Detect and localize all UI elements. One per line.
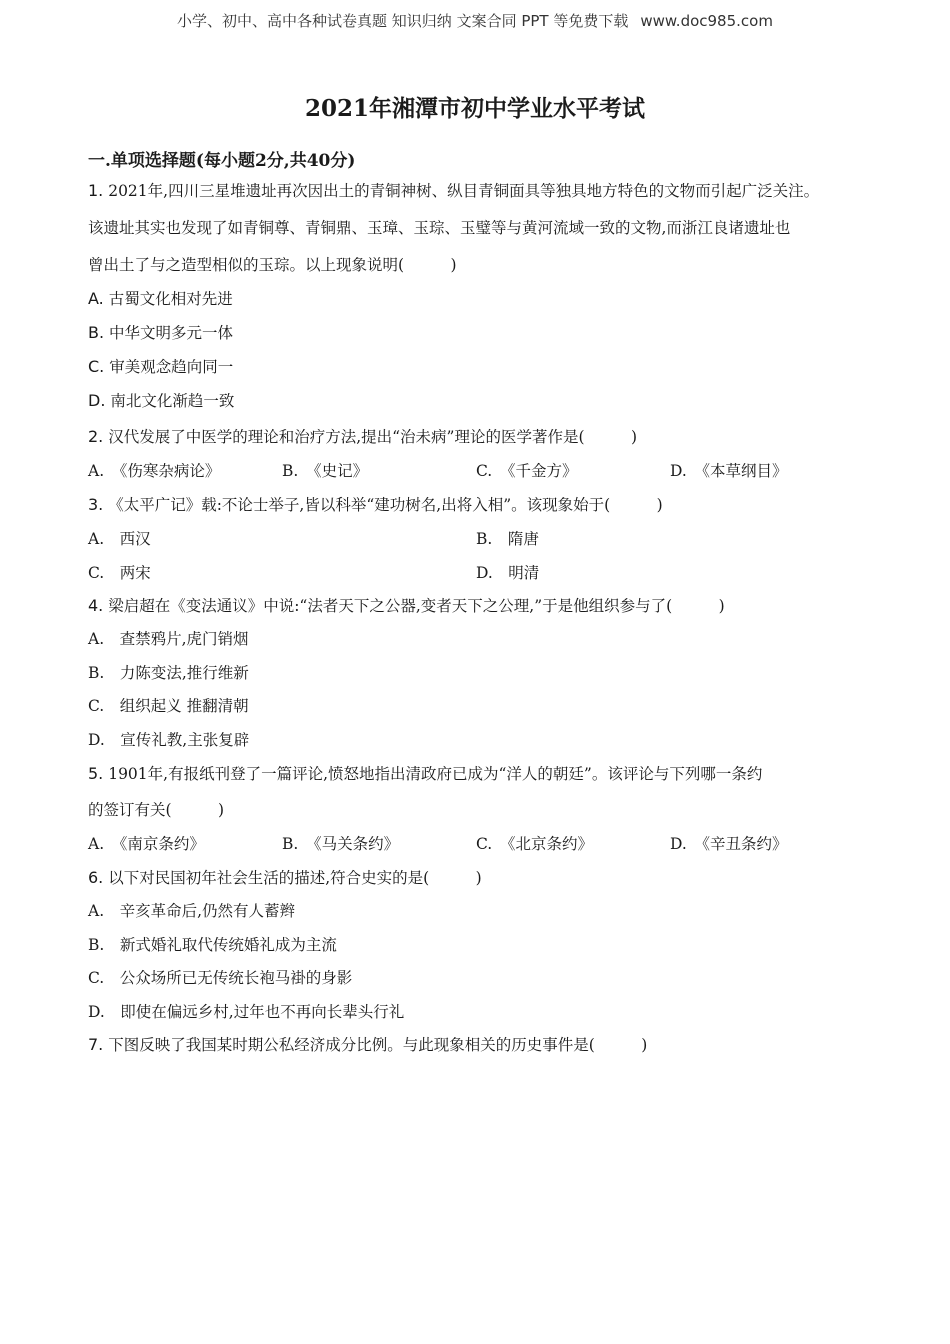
option-b[interactable]: B. 隋唐 [476,530,539,548]
option-c[interactable]: C. 审美观念趋向同一 [88,357,234,376]
question-number: 4. [88,596,104,615]
question-5 [88,757,878,861]
question-text: 汉代发展了中医学的理论和治疗方法,提出“治未病”理论的医学著作是( ) [108,428,638,446]
option-c[interactable]: C. 《北京条约》 [476,835,593,853]
option-a[interactable]: A. 辛亥革命后,仍然有人蓄辫 [88,902,296,920]
question-number: 5. [88,764,104,783]
option-a[interactable]: A. 古蜀文化相对先进 [88,289,233,308]
question-1 [88,174,878,418]
question-text: 下图反映了我国某时期公私经济成分比例。与此现象相关的历史事件是( ) [108,1036,648,1054]
question-number: 7. [88,1035,104,1054]
question-number: 1. [88,181,104,200]
question-text: 曾出土了与之造型相似的玉琮。以上现象说明( ) [88,256,457,274]
question-3 [88,488,878,590]
question-text: 2021年,四川三星堆遗址再次因出土的青铜神树、纵目青铜面具等独具地方特色的文物而引起广泛关注。 [108,182,820,200]
question-number: 3. [88,495,104,514]
question-4 [88,589,878,757]
option-c[interactable]: C. 两宋 [88,564,151,582]
option-c[interactable]: C. 《千金方》 [476,462,578,480]
question-7 [88,1028,878,1062]
option-b[interactable]: B. 新式婚礼取代传统婚礼成为主流 [88,935,337,954]
option-d[interactable]: D. 《辛丑条约》 [670,835,788,853]
option-b[interactable]: B. 《史记》 [282,462,369,480]
option-c[interactable]: C. 公众场所已无传统长袍马褂的身影 [88,969,353,987]
section-heading: 一.单项选择题(每小题2分,共40分) [88,151,356,171]
option-a[interactable]: A. 《伤寒杂病论》 [88,462,221,480]
option-d[interactable]: D. 《本草纲目》 [670,462,788,480]
option-c[interactable]: C. 组织起义 推翻清朝 [88,697,249,715]
question-text: 《太平广记》载:不论士举子,皆以科举“建功树名,出将入相”。该现象始于( ) [108,496,663,514]
question-number: 6. [88,868,104,887]
question-text: 该遗址其实也发现了如青铜尊、青铜鼎、玉璋、玉琮、玉璧等与黄河流域一致的文物,而浙江良诸遗址也 [88,219,791,237]
option-d[interactable]: D. 南北文化渐趋一致 [88,391,235,410]
option-b[interactable]: B. 中华文明多元一体 [88,323,234,342]
option-d[interactable]: D. 即使在偏远乡村,过年也不再向长辈头行礼 [88,1002,405,1021]
question-6 [88,861,878,1029]
question-text: 梁启超在《变法通议》中说:“法者天下之公器,变者天下之公理,”于是他组织参与了( ) [108,597,725,615]
exam-title: 2021年湘潭市初中学业水平考试 [304,95,645,122]
option-b[interactable]: B. 《马关条约》 [282,835,400,853]
header-text: 小学、初中、高中各种试卷真题 知识归纳 文案合同 PPT 等免费下载 [177,12,629,30]
question-number: 2. [88,427,104,446]
option-a[interactable]: A. 西汉 [88,530,151,548]
page-header [0,10,950,31]
question-text: 1901年,有报纸刊登了一篇评论,愤怒地指出清政府已成为“洋人的朝廷”。该评论与下列哪一条约 [108,765,763,783]
option-d[interactable]: D. 宣传礼教,主张复辟 [88,730,250,749]
question-text: 的签订有关( ) [88,801,225,819]
option-a[interactable]: A. 查禁鸦片,虎门销烟 [88,630,249,648]
option-a[interactable]: A. 《南京条约》 [88,835,205,853]
option-b[interactable]: B. 力陈变法,推行维新 [88,663,249,682]
option-d[interactable]: D. 明清 [476,564,540,582]
header-url[interactable]: www.doc985.com [640,12,773,30]
question-text: 以下对民国初年社会生活的描述,符合史实的是( ) [108,869,482,887]
question-2 [88,420,878,488]
